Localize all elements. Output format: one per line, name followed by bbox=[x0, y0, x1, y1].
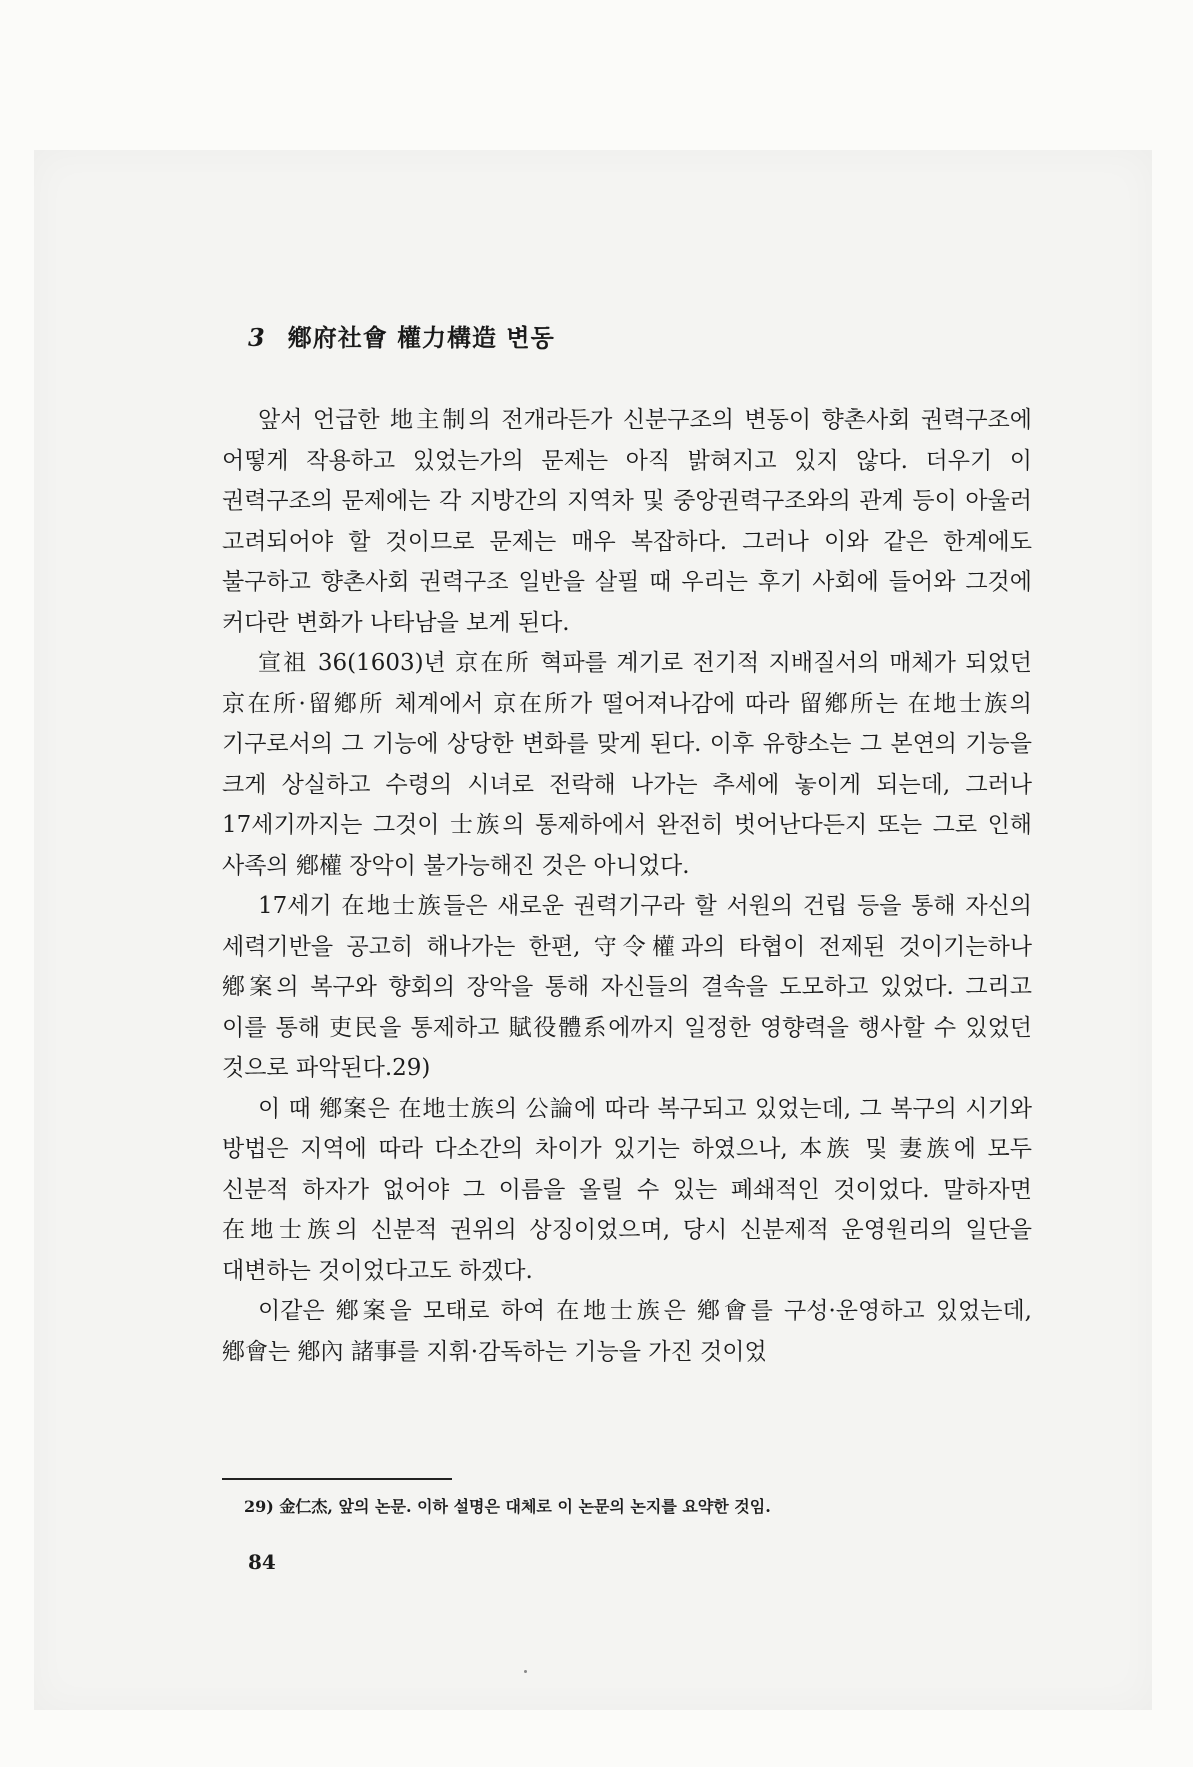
footnote-divider bbox=[222, 1478, 452, 1480]
paragraph-1: 앞서 언급한 地主制의 전개라든가 신분구조의 변동이 향촌사회 권력구조에 어떻게 작용하고 있었는가의 문제는 아직 밝혀지고 있지 않다. 더우기 이 권력구조의 문제에는 각 지방간의 지역차 및 중앙권력구조와의 관계 등이 아울러 고려되어야 할 것이므로 문제는 매우 복잡하다. 그러나 이와 같은 한계에도 불구하고 향촌사회 권력구조 일반을 살필 때 우리는 후기 사회에 들어와 그것에 커다란 변화가 나타남을 보게 된다. bbox=[222, 407, 1032, 636]
footnote: 29) 金仁杰, 앞의 논문. 이하 설명은 대체로 이 논문의 논지를 요약한 것임. bbox=[244, 1497, 771, 1516]
paragraph-5: 이같은 鄕案을 모태로 하여 在地士族은 鄕會를 구성·운영하고 있었는데, 鄕會는 鄕內 諸事를 지휘·감독하는 기능을 가진 것이었 bbox=[222, 1298, 1032, 1365]
paragraph-2: 宣祖 36(1603)년 京在所 혁파를 계기로 전기적 지배질서의 매체가 되었던 京在所·留鄕所 체계에서 京在所가 떨어져나감에 따라 留鄕所는 在地士族의 기구로서의 그 기능에 상당한 변화를 맞게 된다. 이후 유향소는 그 본연의 기능을 크게 상실하고 수령의 시녀로 전락해 나가는 추세에 놓이게 되는데, 그러나 17세기까지는 그것이 士族의 통제하에서 완전히 벗어난다든지 또는 그로 인해 사족의 鄕權 장악이 불가능해진 것은 아니었다. bbox=[222, 650, 1032, 879]
section-number: 3 bbox=[248, 323, 266, 352]
scan-speck bbox=[524, 1670, 527, 1673]
section-title: 鄕府社會 權力構造 변동 bbox=[287, 323, 555, 352]
paragraph-3: 17세기 在地士族들은 새로운 권력기구라 할 서원의 건립 등을 통해 자신의 세력기반을 공고히 해나가는 한편, 守令權과의 타협이 전제된 것이기는하나 鄕案의 복구와 향회의 장악을 통해 자신들의 결속을 도모하고 있었다. 그리고 이를 통해 吏民을 통제하고 賦役體系에까지 일정한 영향력을 행사할 수 있었던 것으로 파악된다.29) bbox=[222, 893, 1032, 1081]
body-text bbox=[222, 400, 1032, 1372]
page-number: 84 bbox=[248, 1550, 276, 1574]
paragraph-4: 이 때 鄕案은 在地士族의 公論에 따라 복구되고 있었는데, 그 복구의 시기와 방법은 지역에 따라 다소간의 차이가 있기는 하였으나, 本族 및 妻族에 모두 신분적 하자가 없어야 그 이름을 올릴 수 있는 폐쇄적인 것이었다. 말하자면 在地士族의 신분적 권위의 상징이었으며, 당시 신분제적 운영원리의 일단을 대변하는 것이었다고도 하겠다. bbox=[222, 1095, 1032, 1284]
section-heading bbox=[248, 318, 555, 353]
